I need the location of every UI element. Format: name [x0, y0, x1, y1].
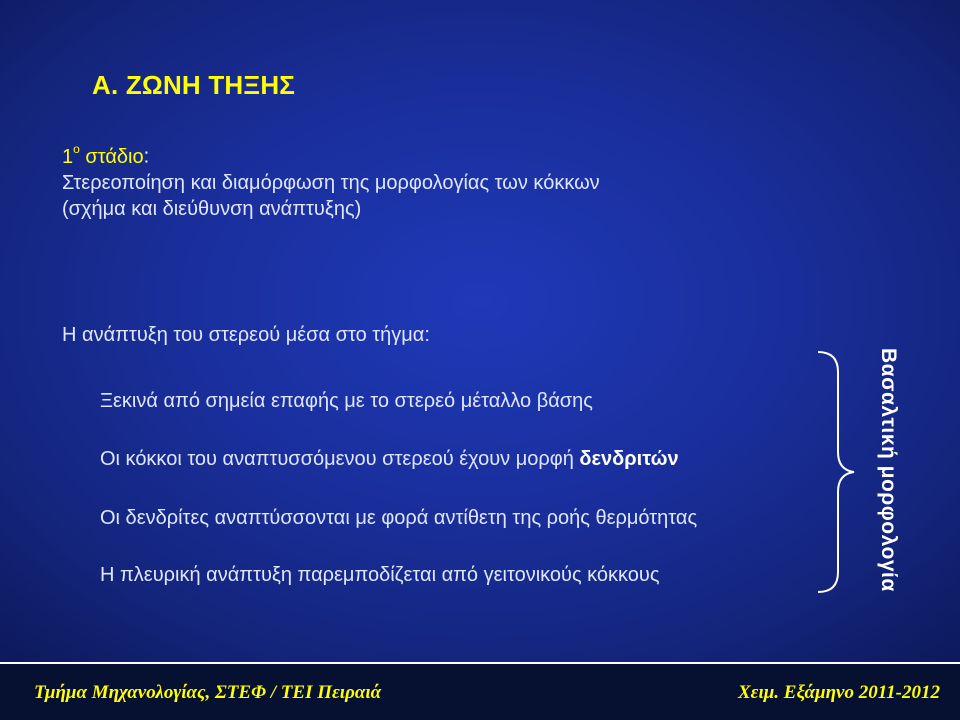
bullet-2-emphasis: δενδριτών	[579, 448, 679, 470]
slide-title: Α. ΖΩΝΗ ΤΗΞΗΣ	[92, 70, 296, 100]
curly-brace-icon	[798, 348, 858, 596]
stage-colon: :	[143, 145, 150, 168]
footer-semester: Χειμ. Εξάμηνο 2011-2012	[737, 682, 940, 703]
footer-institution: Τμήμα Μηχανολογίας, ΣΤΕΦ / ΤΕΙ Πειραιά	[34, 682, 382, 703]
stage-number: 1	[62, 145, 74, 168]
bullet-2-text: Οι κόκκοι του αναπτυσσόμενου στερεού έχουν μορφή	[100, 448, 580, 470]
stage-block	[62, 138, 600, 222]
stage-line-1: Στερεοποίηση και διαμόρφωση της μορφολογίας των κόκκων	[62, 171, 600, 194]
bullet-1-text: Ξεκινά από σημεία επαφής με το στερεό μέταλλο βάσης	[100, 390, 593, 412]
side-label: Βασαλτική μορφολογία	[877, 348, 900, 592]
bullet-3	[100, 507, 697, 530]
stage-label-text: στάδιο	[85, 145, 144, 168]
stage-superscript: ο	[73, 142, 80, 156]
bullet-3-text: Οι δενδρίτες αναπτύσσονται με φορά αντίθετη της ροής θερμότητας	[100, 507, 698, 529]
bullet-2	[100, 448, 679, 471]
footer	[0, 664, 960, 720]
bullet-4	[100, 564, 660, 587]
bullet-1	[100, 390, 593, 413]
stage-heading	[62, 138, 600, 170]
stage-line-2: (σχήμα και διεύθυνση ανάπτυξης)	[62, 197, 362, 220]
intro-text: Η ανάπτυξη του στερεού μέσα στο τήγμα:	[62, 324, 430, 346]
stage-label	[62, 142, 144, 168]
bullet-4-text: Η πλευρική ανάπτυξη παρεμποδίζεται από γειτονικούς κόκκους	[100, 564, 660, 586]
